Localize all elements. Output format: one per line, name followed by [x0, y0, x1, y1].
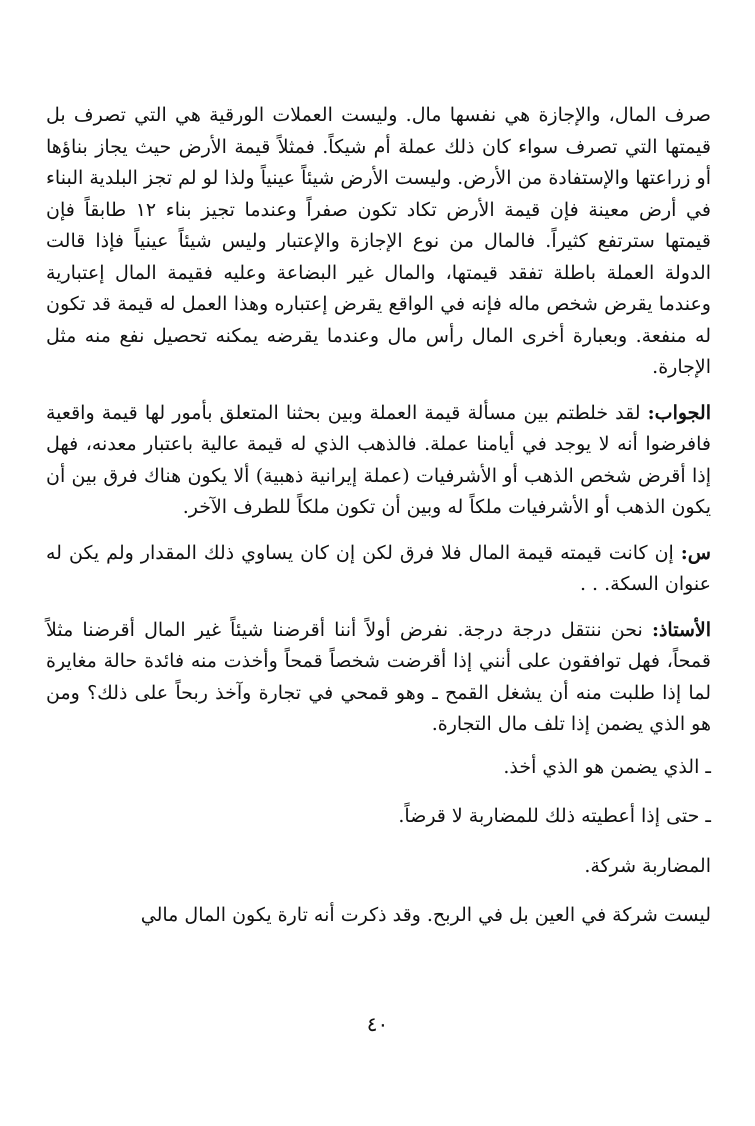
answer-text: لقد خلطتم بين مسألة قيمة العملة وبين بحثنا المتعلق بأمور لها قيمة واقعية فافرضوا أنه لا يوجد في أيامنا عملة. فالذهب الذي له قيمة عالية باعتبار معدنه، فهل إذا أقرض شخص الذهب أو الأشرفيات (عملة إيرانية ذهبية) ألا يكون هناك فرق بين أن يكون الذهب أو الأشرفيات ملكاً له وبين أن تكون ملكاً للطرف الآخر. — [46, 401, 711, 518]
dialogue-line-2: ـ حتى إذا أعطيته ذلك للمضاربة لا قرضاً. — [398, 805, 711, 827]
speaker-label-answer: الجواب: — [647, 401, 711, 424]
speaker-label-professor: الأستاذ: — [651, 618, 711, 641]
paragraph-question — [46, 538, 711, 601]
page-number: ٤٠ — [366, 1012, 389, 1036]
paragraph-answer — [46, 398, 711, 524]
professor-text: نحن ننتقل درجة درجة. نفرض أولاً أننا أقرضنا شيئاً غير المال أقرضنا مثلاً قمحاً، فهل توافقون على أنني إذا أقرضت شخصاً قمحاً وأخذت منه فائدة حالة مغايرة لما إذا طلبت منه أن يشغل القمح ـ وهو قمحي في تجارة وآخذ ربحاً على ذلك؟ ومن هو الذي يضمن إذا تلف مال التجارة. — [46, 618, 711, 735]
paragraph-professor — [46, 615, 711, 741]
dialogue-line-3: المضاربة شركة. — [584, 854, 711, 877]
speaker-label-question: س: — [680, 541, 711, 564]
dialogue-line-1: ـ الذي يضمن هو الذي أخذ. — [503, 755, 711, 778]
question-text: إن كانت قيمته قيمة المال فلا فرق لكن إن كان يساوي ذلك المقدار ولم يكن له عنوان السكة. . . — [46, 541, 711, 595]
paragraph-last: ليست شركة في العين بل في الربح. وقد ذكرت أنه تارة يكون المال مالي — [140, 904, 711, 926]
page-body — [46, 100, 711, 946]
paragraph-1: صرف المال، والإجازة هي نفسها مال. وليست العملات الورقية هي التي تصرف بل قيمتها التي تصرف سواء كان ذلك عملة أم شيكاً. فمثلاً قيمة الأرض حيث يجاز بناؤها أو زراعتها والإستفادة من الأرض. وليست الأرض شيئاً عينياً ولذا لو لم تجز البلدية البناء في أرض معينة فإن قيمة الأرض تكاد تكون صفراً وعندما تجيز بناء ١٢ طابقاً فإن قيمتها سترتفع كثيراً. فالمال من نوع الإجازة والإعتبار وليس شيئاً عينياً فإذا قالت الدولة العملة باطلة تفقد قيمتها، والمال غير البضاعة وعليه فقيمة المال إعتبارية وعندما يقرض شخص ماله فإنه في الواقع يقرض إعتباره وهذا العمل له قيمة قد تكون له منفعة. وبعبارة أخرى المال رأس مال وعندما يقرضه يمكنه تحصيل نفع منه مثل الإجارة. — [46, 104, 711, 378]
